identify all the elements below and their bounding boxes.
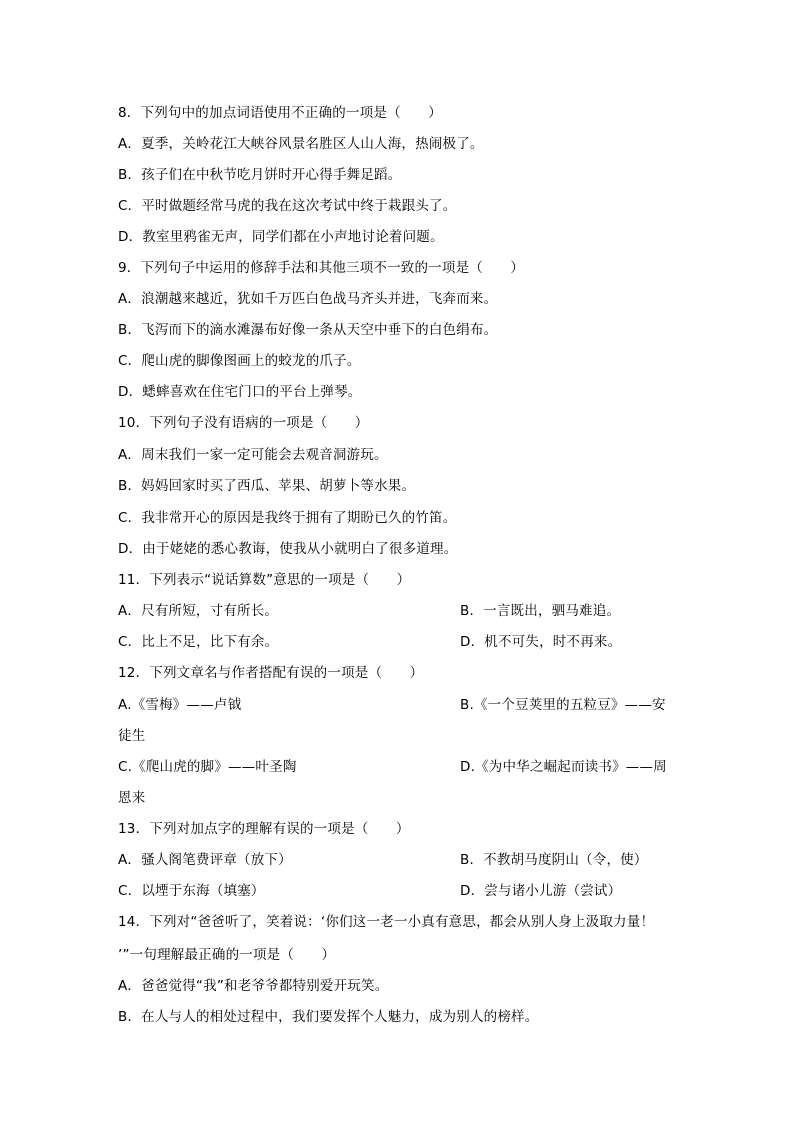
question-12-option-a: A.《雪梅》——卢钺 (118, 697, 242, 713)
question-12-option-c: C.《爬山虎的脚》——叶圣陶 (118, 759, 297, 775)
question-11-stem: 11．下列表示“说话算数”意思的一项是（ ） (118, 572, 411, 588)
question-9-option-b: B．飞泻而下的滴水滩瀑布好像一条从天空中垂下的白色绢布。 (118, 322, 498, 338)
question-14-stem-continued: ’”一句理解最正确的一项是（ ） (118, 947, 336, 963)
question-9-option-d: D．蟋蟀喜欢在住宅门口的平台上弹琴。 (118, 384, 362, 400)
question-10-option-b: B．妈妈回家时买了西瓜、苹果、胡萝卜等水果。 (118, 478, 416, 494)
question-11-option-a: A．尺有所短，寸有所长。 (118, 603, 279, 619)
question-9-option-a: A．浪潮越来越近，犹如千万匹白色战马齐头并进，飞奔而来。 (118, 291, 498, 307)
question-12-option-b: B.《一个豆荚里的五粒豆》——安 (460, 697, 666, 713)
question-8-option-a: A．夏季，关岭花江大峡谷风景名胜区人山人海，热闹极了。 (118, 136, 484, 152)
question-8-stem: 8．下列句中的加点词语使用不正确的一项是（ ） (118, 105, 442, 121)
question-12-option-d: D.《为中华之崛起而读书》——周 (460, 759, 667, 775)
question-11-option-d: D．机不可失，时不再来。 (460, 634, 622, 650)
question-13-option-b: B．不教胡马度阴山（令，使） (460, 852, 648, 868)
question-14-option-a: A．爸爸觉得“我”和老爷爷都特别爱开玩笑。 (118, 978, 389, 994)
question-12-option-d-continued: 恩来 (118, 790, 146, 806)
question-13-option-d: D．尝与诸小儿游（尝试） (460, 883, 622, 899)
question-13-option-c: C．以堙于东海（填塞） (118, 883, 265, 899)
question-9-stem: 9．下列句子中运用的修辞手法和其他三项不一致的一项是（ ） (118, 260, 525, 276)
question-14-option-b: B．在人与人的相处过程中，我们要发挥个人魅力，成为别人的榜样。 (118, 1009, 539, 1025)
question-8-option-c: C．平时做题经常马虎的我在这次考试中终于栽跟头了。 (118, 198, 457, 214)
question-14-stem: 14．下列对“爸爸听了，笑着说：‘你们这一老一小真有意思，都会从别人身上汲取力量！ (118, 914, 655, 930)
question-12-stem: 12．下列文章名与作者搭配有误的一项是（ ） (118, 665, 424, 681)
question-13-option-a: A．骚人阁笔费评章（放下） (118, 852, 292, 868)
question-11-option-c: C．比上不足，比下有余。 (118, 634, 279, 650)
question-11-option-b: B．一言既出，驷马难追。 (460, 603, 621, 619)
question-10-option-c: C．我非常开心的原因是我终于拥有了期盼已久的竹笛。 (118, 510, 457, 526)
question-12-option-b-continued: 徒生 (118, 728, 146, 744)
question-9-option-c: C．爬山虎的脚像图画上的蛟龙的爪子。 (118, 353, 361, 369)
question-8-option-b: B．孩子们在中秋节吃月饼时开心得手舞足蹈。 (118, 167, 402, 183)
question-13-stem: 13．下列对加点字的理解有误的一项是（ ） (118, 821, 410, 837)
question-10-stem: 10．下列句子没有语病的一项是（ ） (118, 415, 369, 431)
question-8-option-d: D．教室里鸦雀无声，同学们都在小声地讨论着问题。 (118, 229, 444, 245)
question-10-option-a: A．周末我们一家一定可能会去观音洞游玩。 (118, 447, 388, 463)
question-10-option-d: D．由于姥姥的悉心教诲，使我从小就明白了很多道理。 (118, 541, 458, 557)
